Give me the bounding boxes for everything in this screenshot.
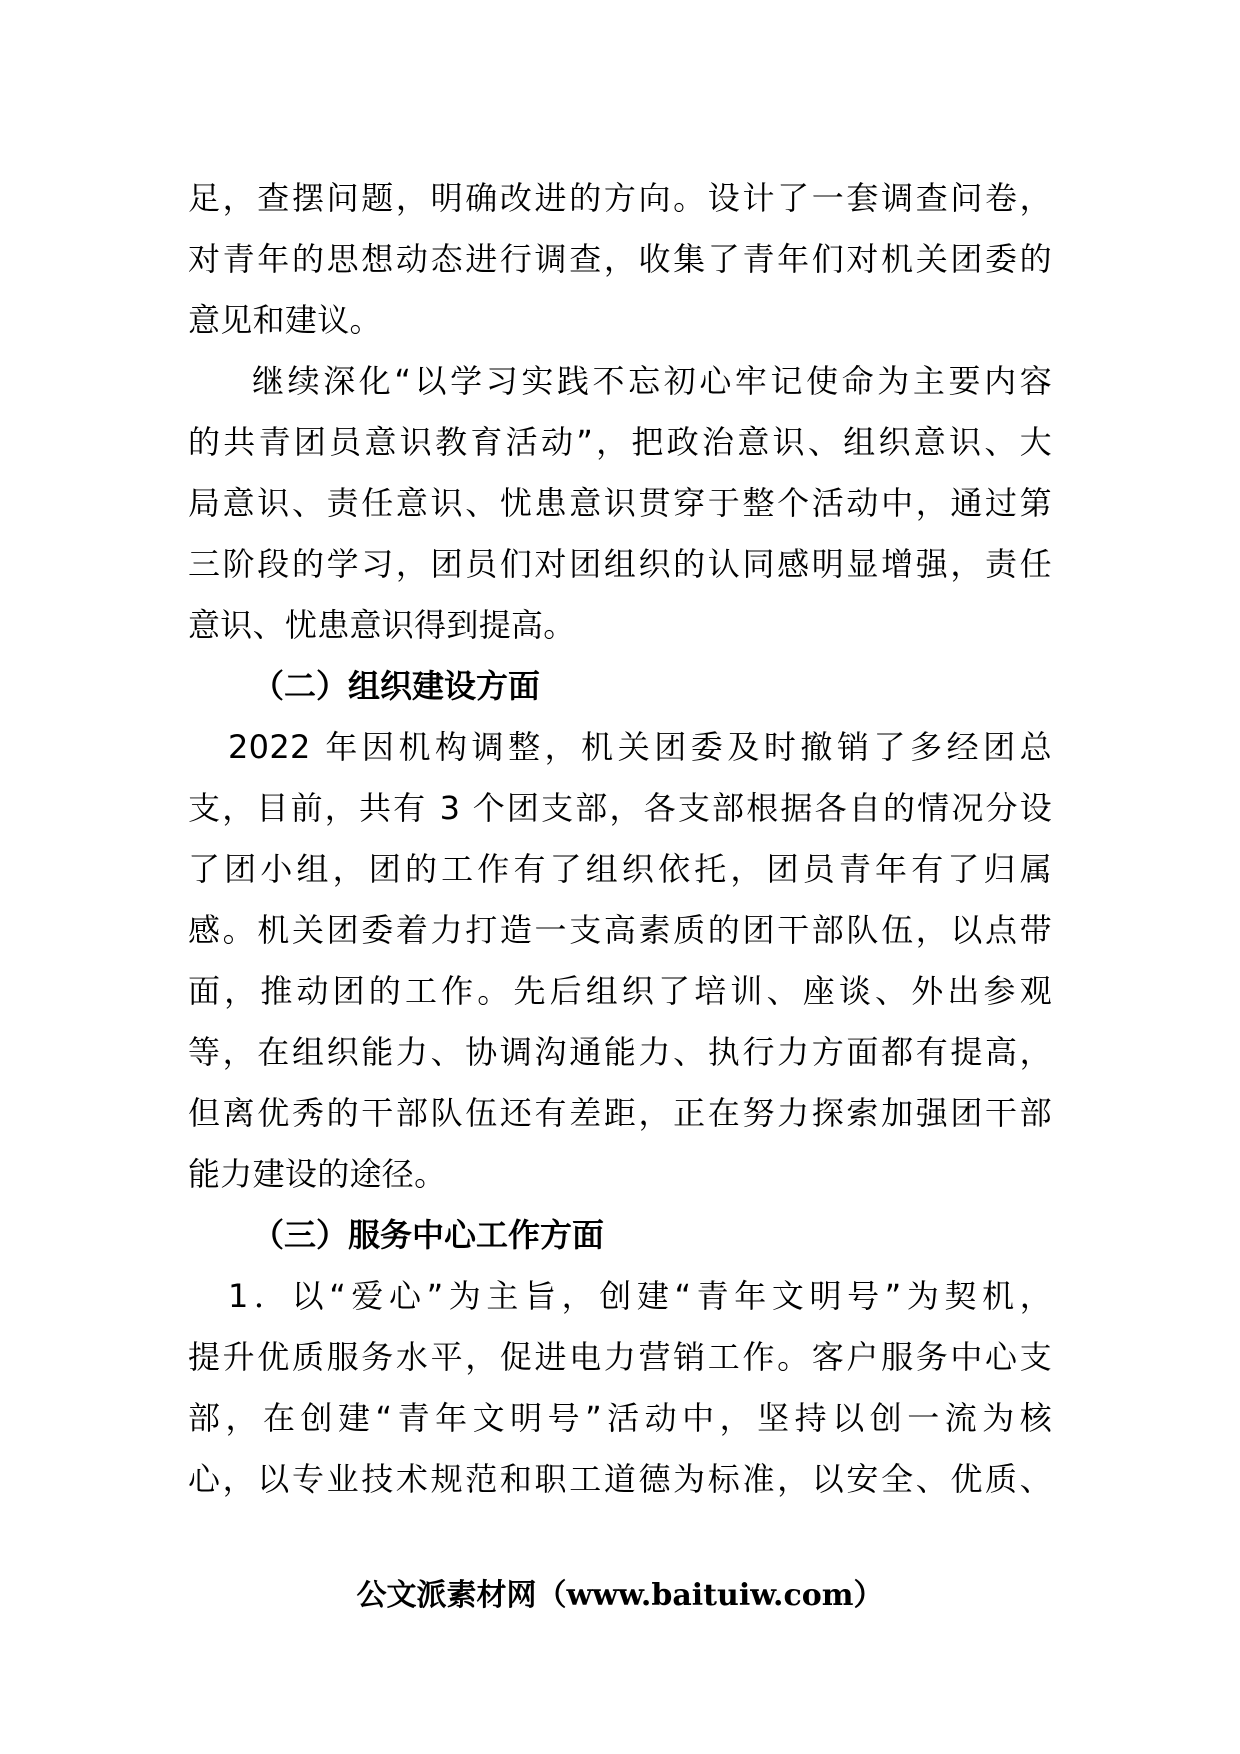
text-line: 心，以专业技术规范和职工道德为标准，以安全、优质、 bbox=[188, 1460, 1052, 1498]
paragraph-intro-continued bbox=[188, 168, 1052, 351]
text-line: 局意识、责任意识、忧患意识贯穿于整个活动中，通过第 bbox=[188, 484, 1052, 522]
text-line: 感。机关团委着力打造一支高素质的团干部队伍，以点带 bbox=[188, 911, 1052, 949]
text-line: 提升优质服务水平，促进电力营销工作。客户服务中心支 bbox=[188, 1338, 1052, 1376]
text-line: 继续深化“以学习实践不忘初心牢记使命为主要内容 bbox=[252, 362, 1052, 400]
text-line: 能力建设的途径。 bbox=[188, 1155, 447, 1193]
text-line: 对青年的思想动态进行调查，收集了青年们对机关团委的 bbox=[188, 240, 1052, 278]
footer-watermark: 公文派素材网（www.baituiw.com） bbox=[356, 1578, 884, 1613]
section-heading-service: （三）服务中心工作方面 bbox=[252, 1216, 605, 1254]
text-line: 2022 年因机构调整，机关团委及时撤销了多经团总 bbox=[228, 728, 1052, 766]
text-line: 但离优秀的干部队伍还有差距，正在努力探索加强团干部 bbox=[188, 1094, 1052, 1132]
document-body bbox=[188, 168, 1052, 1510]
text-line: 的共青团员意识教育活动”，把政治意识、组织意识、大 bbox=[188, 423, 1052, 461]
text-line: 了团小组，团的工作有了组织依托，团员青年有了归属 bbox=[188, 850, 1052, 888]
paragraph-organization bbox=[188, 717, 1052, 1205]
text-line: 三阶段的学习，团员们对团组织的认同感明显增强，责任 bbox=[188, 545, 1052, 583]
text-line: 支，目前，共有 3 个团支部，各支部根据各自的情况分设 bbox=[188, 789, 1052, 827]
text-line: 1．以“爱心”为主旨，创建“青年文明号”为契机， bbox=[228, 1277, 1052, 1315]
text-line: 部，在创建“青年文明号”活动中，坚持以创一流为核 bbox=[188, 1399, 1052, 1437]
text-line: 足，查摆问题，明确改进的方向。设计了一套调查问卷， bbox=[188, 179, 1052, 217]
text-line: 等，在组织能力、协调沟通能力、执行力方面都有提高， bbox=[188, 1033, 1052, 1071]
section-heading-organization: （二）组织建设方面 bbox=[252, 667, 541, 705]
text-line: 意识、忧患意识得到提高。 bbox=[188, 606, 576, 644]
paragraph-education-activity bbox=[188, 351, 1052, 656]
text-line: 意见和建议。 bbox=[188, 301, 382, 339]
text-line: 面，推动团的工作。先后组织了培训、座谈、外出参观 bbox=[188, 972, 1052, 1010]
paragraph-service bbox=[188, 1266, 1052, 1510]
